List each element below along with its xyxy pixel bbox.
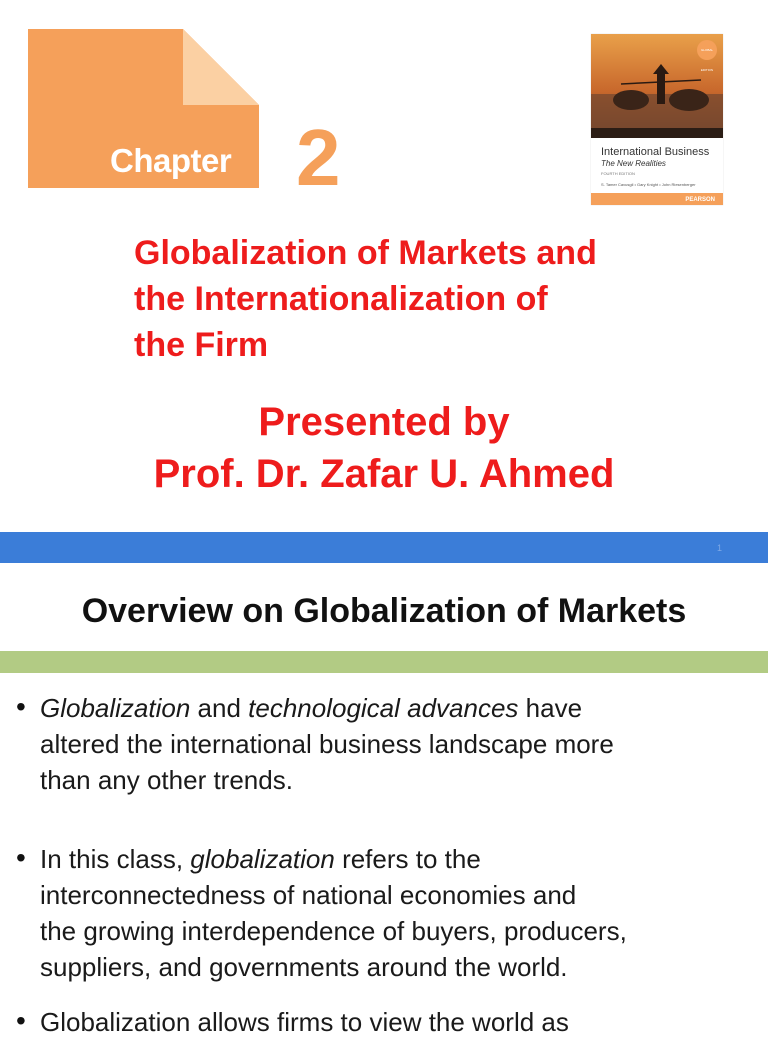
bullet-line: altered the international business landscape more (40, 729, 614, 759)
text-and: and (190, 693, 249, 723)
text-have: have (518, 693, 583, 723)
book-authors: S. Tamer Cavusgil • Gary Knight • John Riesenberger (601, 182, 696, 187)
bullet-dot: • (16, 842, 26, 873)
bullet-line: Globalization allows firms to view the world as (40, 1007, 569, 1037)
presenter-name: Prof. Dr. Zafar U. Ahmed (153, 452, 615, 496)
term-globalization: globalization (190, 844, 335, 874)
bullet-item-2 (40, 841, 740, 985)
text-refers: refers to the (334, 844, 481, 874)
bullet-line: suppliers, and governments around the world. (40, 952, 568, 982)
chapter-label: Chapter (110, 142, 232, 179)
bullet-line: interconnectedness of national economies and (40, 880, 577, 910)
title-line: the Internationalization of (134, 280, 548, 318)
page-number: 1 (716, 543, 722, 553)
term-technological-advances: technological advances (248, 693, 519, 723)
book-subtitle: The New Realities (601, 159, 666, 168)
title-line: Globalization of Markets and (134, 234, 597, 272)
term-globalization: Globalization (40, 693, 191, 723)
text-prefix: In this class, (40, 844, 191, 874)
bullet-line: the growing interdependence of buyers, producers, (40, 916, 627, 946)
publisher-logo: PEARSON (685, 197, 715, 203)
bullet-item-1 (40, 690, 740, 798)
bullet-dot: • (16, 691, 26, 722)
bullet-item-3 (40, 1004, 740, 1040)
book-title: International Business (601, 146, 710, 158)
heading-underline-band (0, 651, 768, 673)
bullet-line: than any other trends. (40, 765, 293, 795)
slide-heading: Overview on Globalization of Markets (81, 592, 687, 630)
global-edition-badge: GLOBAL EDITION (697, 40, 717, 60)
title-line: the Firm (134, 326, 269, 364)
chapter-number: 2 (296, 113, 341, 202)
presented-by: Presented by (258, 400, 510, 444)
book-edition: FOURTH EDITION (601, 171, 635, 176)
chapter-title (134, 230, 694, 368)
book-cover (591, 34, 723, 205)
bullet-dot: • (16, 1005, 26, 1036)
slide-separator-band (0, 532, 768, 563)
